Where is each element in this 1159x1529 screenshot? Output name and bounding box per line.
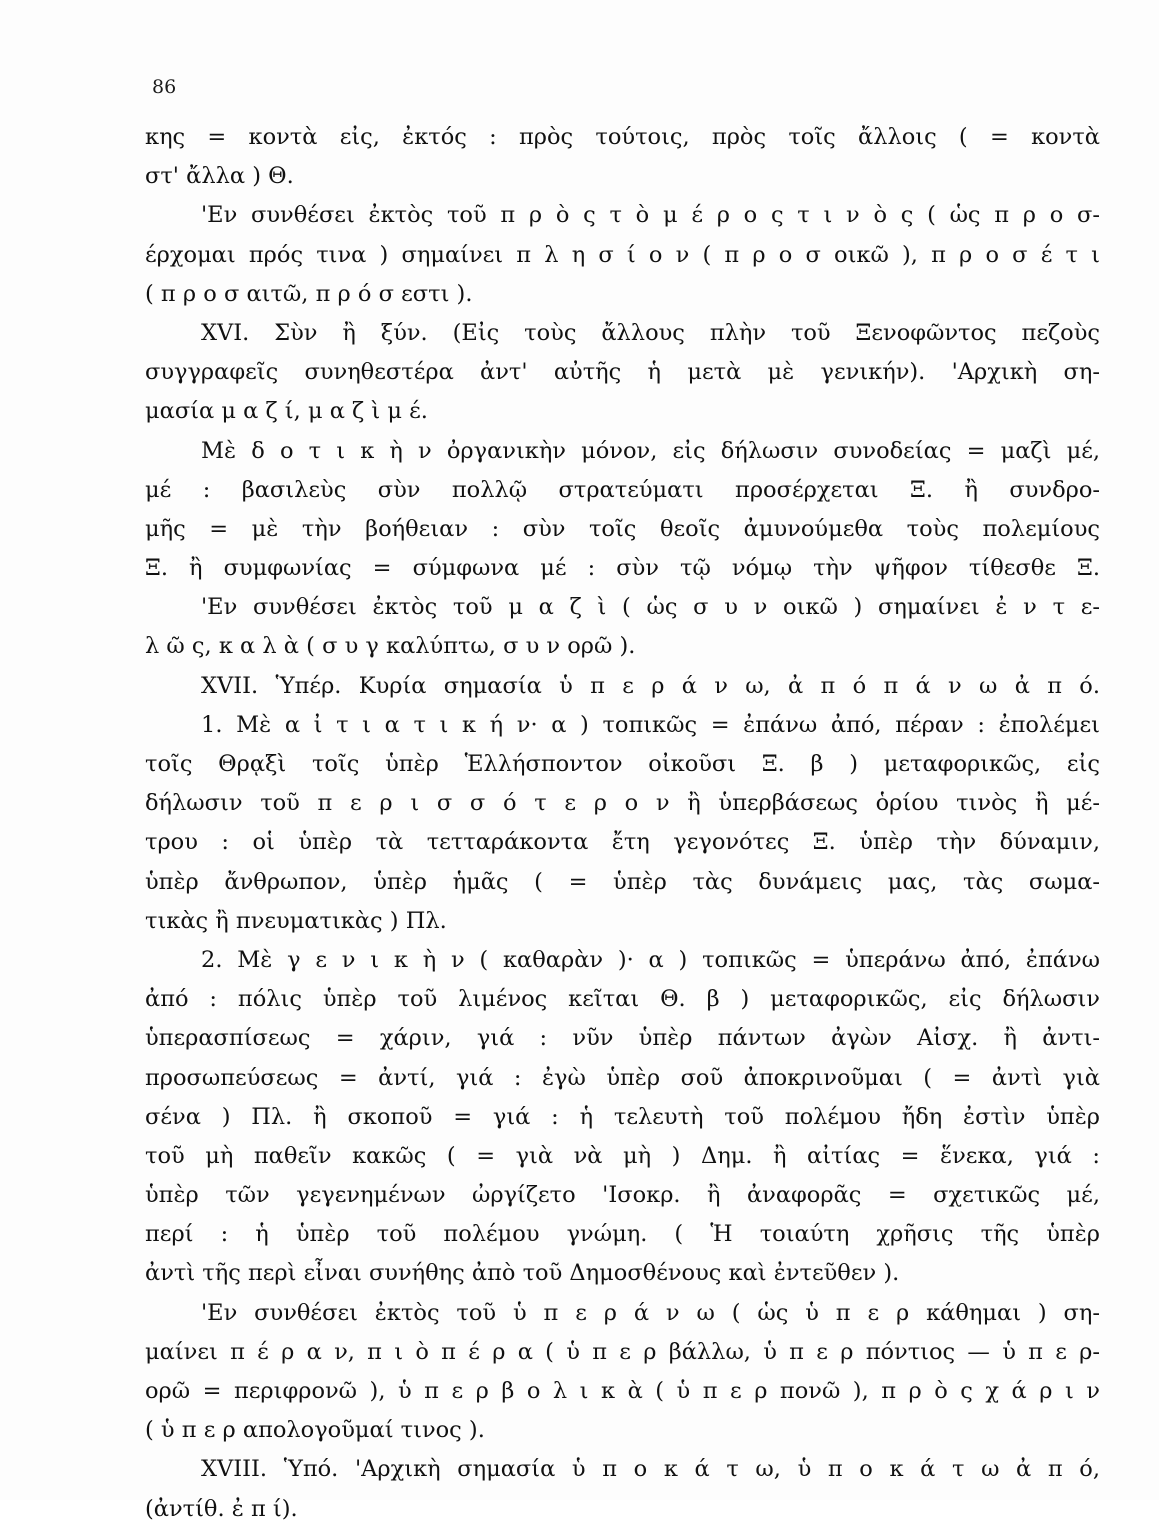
section-heading-line: XVIII. Ὑπό. 'Αρχικὴ σημασία ὑ π ο κ ά τ ω, ὑ π ο κ ά τ ω ἀ π ό, — [201, 1456, 1100, 1483]
text-line: 'Εν συνθέσει ἐκτὸς τοῦ ὑ π ε ρ ά ν ω ( ὡς ὑ π ε ρ κάθημαι ) ση- — [201, 1299, 1100, 1326]
text-line: σένα ) Πλ. ἢ σκοποῦ = γιά : ἡ τελευτὴ τοῦ πολέμου ἤδη ἐστὶν ὑπὲρ — [145, 1103, 1100, 1130]
text-line: ὑπερασπίσεως = χάριν, γιά : νῦν ὑπὲρ πάντων ἀγὼν Αἰσχ. ἢ ἀντι- — [145, 1025, 1100, 1052]
text-line: 1. Μὲ α ἰ τ ι α τ ι κ ή ν· α ) τοπικῶς = ἐπάνω ἀπό, πέραν : ἐπολέμει — [201, 711, 1100, 738]
text-line: προσωπεύσεως = ἀντί, γιά : ἐγὼ ὑπὲρ σοῦ ἀποκρινοῦμαι ( = ἀντὶ γιὰ — [145, 1064, 1100, 1091]
text-body — [145, 118, 1100, 1529]
section-heading-line: XVII. Ὑπέρ. Κυρία σημασία ὑ π ε ρ ά ν ω, ἀ π ό π ά ν ω ἀ π ό. — [201, 672, 1100, 699]
text-line: μασία μ α ζ ί, μ α ζ ὶ μ έ. — [145, 398, 428, 425]
text-line: δήλωσιν τοῦ π ε ρ ι σ σ ό τ ε ρ ο ν ἢ ὑπερβάσεως ὁρίου τινὸς ἢ μέ- — [145, 790, 1100, 817]
text-line: 2. Μὲ γ ε ν ι κ ὴ ν ( καθαρὰν )· α ) τοπικῶς = ὑπεράνω ἀπό, ἐπάνω — [201, 946, 1100, 973]
text-line: μέ : βασιλεὺς σὺν πολλῷ στρατεύματι προσέρχεται Ξ. ἢ συνδρο- — [145, 476, 1100, 503]
text-line: στ' ἄλλα ) Θ. — [145, 163, 294, 190]
text-line: κης = κοντὰ εἰς, ἐκτός : πρὸς τούτοις, πρὸς τοῖς ἄλλοις ( = κοντὰ — [145, 124, 1100, 150]
text-line: 'Εν συνθέσει ἐκτὸς τοῦ π ρ ὸ ς τ ὸ μ έ ρ ο ς τ ι ν ὸ ς ( ὡς π ρ ο σ- — [201, 202, 1100, 229]
text-line: 'Εν συνθέσει ἐκτὸς τοῦ μ α ζ ὶ ( ὡς σ υ ν οικῶ ) σημαίνει ἐ ν τ ε- — [201, 594, 1100, 621]
text-line: Μὲ δ ο τ ι κ ὴ ν ὀργανικὴν μόνον, εἰς δήλωσιν συνοδείας = μαζὶ μέ, — [201, 437, 1100, 464]
text-line: τοῖς Θρᾳξὶ τοῖς ὑπὲρ Ἑλλήσποντον οἰκοῦσι Ξ. β ) μεταφορικῶς, εἰς — [145, 751, 1100, 777]
page-number: 86 — [152, 76, 177, 98]
text-line: περί : ἡ ὑπὲρ τοῦ πολέμου γνώμη. ( Ἡ τοιαύτη χρῆσις τῆς ὑπὲρ — [145, 1221, 1100, 1248]
section-heading-line: XVI. Σὺν ἢ ξύν. (Εἰς τοὺς ἄλλους πλὴν τοῦ Ξενοφῶντος πεζοὺς — [201, 319, 1100, 346]
text-line: μαίνει π έ ρ α ν, π ι ὸ π έ ρ α ( ὑ π ε ρ βάλλω, ὑ π ε ρ πόντιος — ὑ π ε ρ- — [145, 1338, 1100, 1365]
text-line: τικὰς ἢ πνευματικὰς ) Πλ. — [145, 907, 447, 934]
text-line: ὑπὲρ τῶν γεγενημένων ὠργίζετο 'Ισοκρ. ἢ ἀναφορᾶς = σχετικῶς μέ, — [145, 1182, 1100, 1209]
text-line: λ ῶ ς, κ α λ ὰ ( σ υ γ καλύπτω, σ υ ν ορῶ ). — [145, 633, 636, 660]
text-line: ὑπὲρ ἄνθρωπον, ὑπὲρ ἡμᾶς ( = ὑπὲρ τὰς δυνάμεις μας, τὰς σωμα- — [145, 868, 1100, 895]
text-line: μῆς = μὲ τὴν βοήθειαν : σὺν τοῖς θεοῖς ἀμυνούμεθα τοὺς πολεμίους — [145, 515, 1100, 542]
text-line: ἀντὶ τῆς περὶ εἶναι συνήθης ἀπὸ τοῦ Δημοσθένους καὶ ἐντεῦθεν ). — [145, 1260, 900, 1287]
text-line: τοῦ μὴ παθεῖν κακῶς ( = γιὰ νὰ μὴ ) Δημ. ἢ αἰτίας = ἕνεκα, γιά : — [145, 1142, 1100, 1169]
text-line: (ἀντίθ. ἐ π ί). — [145, 1495, 298, 1522]
text-line: ἀπό : πόλις ὑπὲρ τοῦ λιμένος κεῖται Θ. β ) μεταφορικῶς, εἰς δήλωσιν — [145, 986, 1100, 1013]
text-line: ορῶ = περιφρονῶ ), ὑ π ε ρ β ο λ ι κ ὰ ( ὑ π ε ρ πονῶ ), π ρ ὸ ς χ ά ρ ι ν — [145, 1378, 1100, 1404]
text-line: τρου : οἱ ὑπὲρ τὰ τετταράκοντα ἔτη γεγονότες Ξ. ὑπὲρ τὴν δύναμιν, — [145, 829, 1100, 856]
text-line: Ξ. ἢ συμφωνίας = σύμφωνα μέ : σὺν τῷ νόμῳ τὴν ψῆφον τίθεσθε Ξ. — [145, 555, 1100, 582]
text-line: ( ὑ π ε ρ απολογοῦμαί τινος ). — [145, 1417, 485, 1444]
text-line: ( π ρ ο σ αιτῶ, π ρ ό σ εστι ). — [145, 280, 473, 307]
text-line: έρχομαι πρός τινα ) σημαίνει π λ η σ ί ο ν ( π ρ ο σ οικῶ ), π ρ ο σ έ τ ι — [145, 241, 1100, 268]
text-line: συγγραφεῖς συνηθεστέρα ἀντ' αὐτῆς ἡ μετὰ μὲ γενικήν). 'Αρχικὴ ση- — [145, 359, 1100, 386]
